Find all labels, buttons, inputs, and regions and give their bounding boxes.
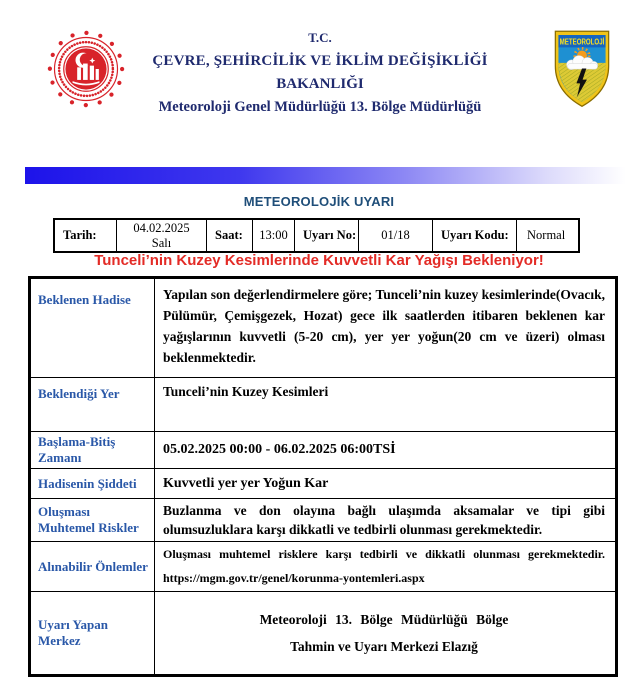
korunma-yontemleri-link[interactable]: https://mgm.gov.tr/genel/korunma-yontemleri.aspx (163, 571, 425, 585)
row-baslama-bitis (30, 432, 617, 469)
row-hadisenin-siddeti (30, 469, 617, 499)
uyari-no-value: 01/18 (359, 220, 433, 251)
tarih-day: Salı (151, 235, 172, 250)
section-divider-bar (25, 167, 638, 184)
document-header (110, 30, 530, 116)
onlemler-content (155, 542, 617, 592)
row-beklenen-hadise (30, 278, 617, 378)
row-riskler (30, 499, 617, 542)
beklenen-hadise-label: Beklenen Hadise (30, 278, 155, 378)
merkez-line2: Tahmin ve Uyarı Merkezi Elazığ (290, 639, 478, 654)
header-directorate: Meteoroloji Genel Müdürlüğü 13. Bölge Müdürlüğü (158, 99, 482, 115)
merkez-line1: Meteoroloji 13. Bölge Müdürlüğü Bölge (259, 612, 509, 627)
saat-label: Saat: (207, 220, 253, 251)
header-tc: T.C. (308, 30, 332, 45)
tarih-date: 04.02.2025 (133, 221, 190, 236)
beklenen-hadise-content: Yapılan son değerlendirmelere göre; Tunceli’nin kuzey kesimlerinde(Ovacık, Pülümür, Çemişgezek, Hozat) gece ilk saatlerden itibaren beklenen kar yağışlarının kuvvetli (5-20 cm), yer yer yoğun(20 cm ve üzeri) olması beklenmektedir. (155, 278, 617, 378)
beklendigi-yer-content: Tunceli’nin Kuzey Kesimleri (155, 378, 617, 432)
warning-details-table (28, 276, 618, 677)
row-onlemler (30, 542, 617, 592)
hadisenin-siddeti-content: Kuvvetli yer yer Yoğun Kar (155, 469, 617, 499)
hadisenin-siddeti-label: Hadisenin Şiddeti (30, 469, 155, 499)
row-uyari-yapan-merkez (30, 592, 617, 676)
tarih-value (117, 220, 207, 251)
row-beklendigi-yer (30, 378, 617, 432)
merkez-label: Uyarı Yapan Merkez (30, 592, 155, 676)
baslama-bitis-label: Başlama-Bitiş Zamanı (30, 432, 155, 469)
tarih-label: Tarih: (55, 220, 117, 251)
header-ministry-line1: ÇEVRE, ŞEHİRCİLİK VE İKLİM DEĞİŞİKLİĞİ (152, 53, 488, 69)
meteoroloji-logo-text: METEOROLOJİ (559, 37, 605, 47)
onlemler-text: Oluşması muhtemel risklere karşı tedbirli ve dikkatli olunması gerekmektedir. (163, 547, 605, 561)
warning-info-table (53, 218, 580, 253)
riskler-label: Oluşması Muhtemel Riskler (30, 499, 155, 542)
uyari-no-label: Uyarı No: (295, 220, 359, 251)
uyari-kodu-label: Uyarı Kodu: (433, 220, 517, 251)
baslama-bitis-content: 05.02.2025 00:00 - 06.02.2025 06:00TSİ (155, 432, 617, 469)
onlemler-label: Alınabilir Önlemler (30, 542, 155, 592)
meteoroloji-shield-icon (551, 27, 613, 110)
header-ministry-line2: BAKANLIĞI (276, 76, 364, 92)
warning-headline: Tunceli’nin Kuzey Kesimlerinde Kuvvetli Kar Yağışı Bekleniyor! (94, 252, 544, 269)
uyari-kodu-value: Normal (527, 228, 566, 242)
warning-title: METEOROLOJİK UYARI (243, 194, 395, 209)
saat-value: 13:00 (253, 220, 295, 251)
merkez-content (155, 592, 617, 676)
beklendigi-yer-label: Beklendiği Yer (30, 378, 155, 432)
riskler-content: Buzlanma ve don olayına bağlı ulaşımda aksamalar ve tipi gibi olumsuzluklara karşı dikkatli ve tedbirli olunması gerekmektedir. (155, 499, 617, 542)
